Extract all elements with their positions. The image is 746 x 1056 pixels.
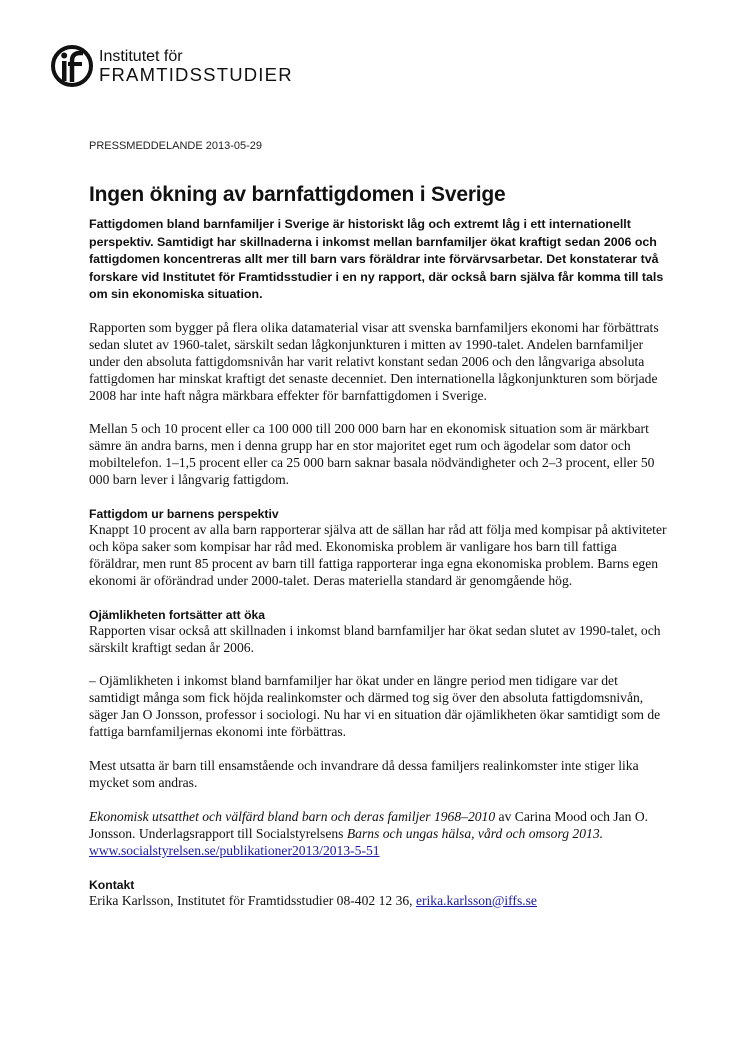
paragraph-5: – Ojämlikheten i inkomst bland barnfamiljer har ökat under en längre period men tidigare var det samtidigt många som fick höjda realinkomster och därmed tog sig över den absoluta fattigdomsnivån, säger Jan O Jonsson, professor i sociologi. Nu har vi en situation där ojämlikheten ökar samtidigt som de fattiga barnfamiljernas ekonomi inte förbättras. xyxy=(89,673,661,740)
reference-paragraph xyxy=(89,809,669,860)
contact-paragraph xyxy=(89,893,669,910)
iffs-logo-icon xyxy=(50,44,94,88)
reference-title: Ekonomisk utsatthet och välfärd bland barn och deras familjer 1968–2010 xyxy=(89,808,496,824)
paragraph-2: Mellan 5 och 10 procent eller ca 100 000 till 200 000 barn har en ekonomisk situation som är märkbart sämre än andra barns, men i denna grupp har en stor majoritet eget rum och ägodelar som dator och mobiltelefon. 1–1,5 procent eller ca 25 000 barn saknar basala nödvändigheter och 2–3 procent, eller 50 000 barn lever i långvarig fattigdom. xyxy=(89,421,655,488)
reference-authors: av Carina Mood och Jan O. Jonsson. Underlagsrapport till Socialstyrelsens xyxy=(89,808,649,841)
heading-contact: Kontakt xyxy=(89,877,135,892)
logo-line-1: Institutet för xyxy=(99,47,183,65)
institute-logo xyxy=(50,44,293,88)
reference-link[interactable]: www.socialstyrelsen.se/publikationer2013/2013-5-51 xyxy=(89,842,380,858)
paragraph-6: Mest utsatta är barn till ensamstående och invandrare då dessa familjers realinkomster inte stiger lika mycket som andras. xyxy=(89,758,639,790)
paragraph-4: Rapporten visar också att skillnaden i inkomst bland barnfamiljer har ökat sedan slutet av 1990-talet, och särskilt kraftigt sedan år 2006. xyxy=(89,622,661,655)
lead-paragraph: Fattigdomen bland barnfamiljer i Sverige är historiskt låg och extremt låg i ett internationellt perspektiv. Samtidigt har skillnaderna i inkomst mellan barnfamiljer ökat kraftigt sedan 2006 och fattigdomen koncentreras allt mer till barn vars föräldrar inte förvärvsarbetar. Det konstaterar två forskare vid Institutet för Framtidsstudier i en ny rapport, där också barn själva får komma till tals om sin ekonomiska situation. xyxy=(89,216,664,302)
press-label: PRESSMEDDELANDE 2013-05-29 xyxy=(89,140,263,152)
heading-perspective: Fattigdom ur barnens perspektiv xyxy=(89,507,279,522)
paragraph-1: Rapporten som bygger på flera olika datamaterial visar att svenska barnfamiljers ekonomi har förbättrats sedan slutet av 1960-talet, särskilt sedan lågkonjunkturen i mitten av 1990-talet. Andelen barnfamiljer under den absoluta fattigdomsnivån har varit relativt konstant sedan 2006 och den långvariga absoluta fattigdomen har minskat kraftigt det senaste decenniet. Den internationella lågkonjunkturen som började 2008 har inte haft några märkbara effekter för barnfattigdomen i Sverige. xyxy=(89,319,659,403)
logo-line-2: FRAMTIDSSTUDIER xyxy=(99,63,293,85)
paragraph-3: Knappt 10 procent av alla barn rapporterar själva att de sällan har råd att följa med kompisar på aktiviteter och köpa saker som kompisar har råd med. Ekonomiska problem är vanligare hos barn till fattiga föräldrar, men runt 85 procent av barn till fattiga rapporterar inga egna ekonomiska problem. Barns egen ekonomi är oförändrad under 2000-talet. Deras materiella standard är genomgående hög. xyxy=(89,522,667,588)
press-release xyxy=(89,138,669,927)
contact-email-link[interactable]: erika.karlsson@iffs.se xyxy=(415,892,537,908)
heading-inequality: Ojämlikheten fortsätter att öka xyxy=(89,607,266,622)
reference-report: Barns och ungas hälsa, vård och omsorg 2013. xyxy=(346,825,604,841)
contact-text: Erika Karlsson, Institutet för Framtidsstudier 08-402 12 36, xyxy=(89,892,416,908)
page-title: Ingen ökning av barnfattigdomen i Sverige xyxy=(89,182,506,206)
